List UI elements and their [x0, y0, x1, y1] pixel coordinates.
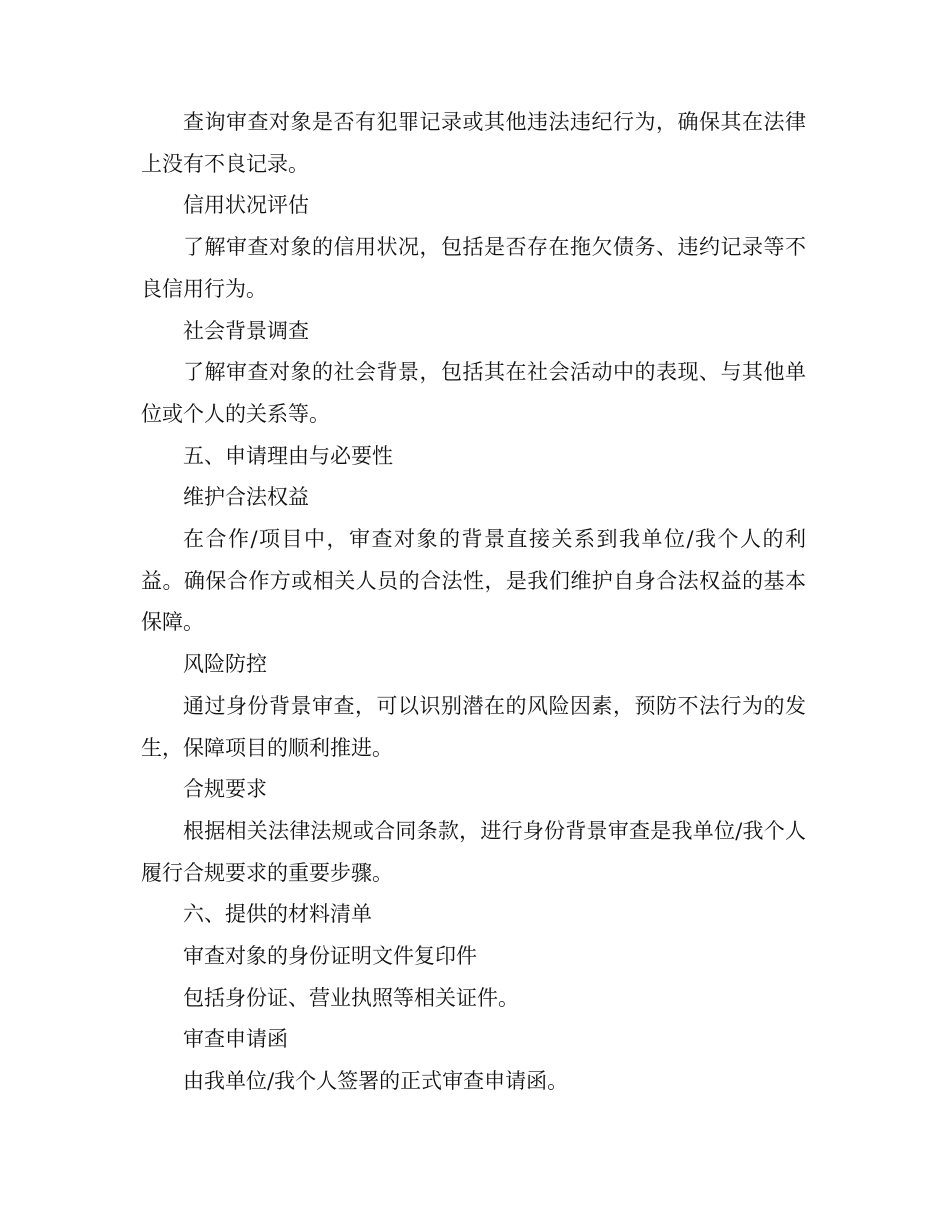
- paragraph-criminal-record-check: 查询审查对象是否有犯罪记录或其他违法违纪行为，确保其在法律上没有不良记录。: [141, 110, 806, 176]
- document-body: [141, 102, 806, 1103]
- heading-social-background: 社会背景调查: [183, 318, 309, 343]
- paragraph-credit-assessment: 了解审查对象的信用状况，包括是否存在拖欠债务、违约记录等不良信用行为。: [141, 235, 806, 301]
- paragraph-legal-rights: 在合作/项目中，审查对象的背景直接关系到我单位/我个人的利益。确保合作方或相关人员的合法性，是我们维护自身合法权益的基本保障。: [141, 527, 806, 635]
- heading-credit-assessment: 信用状况评估: [183, 193, 309, 218]
- paragraph-id-copies: 包括身份证、营业执照等相关证件。: [183, 985, 519, 1010]
- paragraph-risk-control: 通过身份背景审查，可以识别潜在的风险因素，预防不法行为的发生，保障项目的顺利推进。: [141, 693, 806, 760]
- heading-id-copies: 审查对象的身份证明文件复印件: [183, 944, 477, 969]
- heading-risk-control: 风险防控: [183, 652, 267, 677]
- heading-legal-rights: 维护合法权益: [183, 485, 309, 510]
- heading-application-letter: 审查申请函: [183, 1027, 288, 1052]
- paragraph-application-letter: 由我单位/我个人签署的正式审查申请函。: [183, 1069, 569, 1094]
- section-heading-materials: 六、提供的材料清单: [183, 902, 372, 927]
- paragraph-social-background: 了解审查对象的社会背景，包括其在社会活动中的表现、与其他单位或个人的关系等。: [141, 360, 806, 426]
- heading-compliance: 合规要求: [183, 777, 267, 802]
- paragraph-compliance: 根据相关法律法规或合同条款，进行身份背景审查是我单位/我个人履行合规要求的重要步骤。: [141, 818, 806, 885]
- section-heading-reasons: 五、申请理由与必要性: [183, 443, 393, 468]
